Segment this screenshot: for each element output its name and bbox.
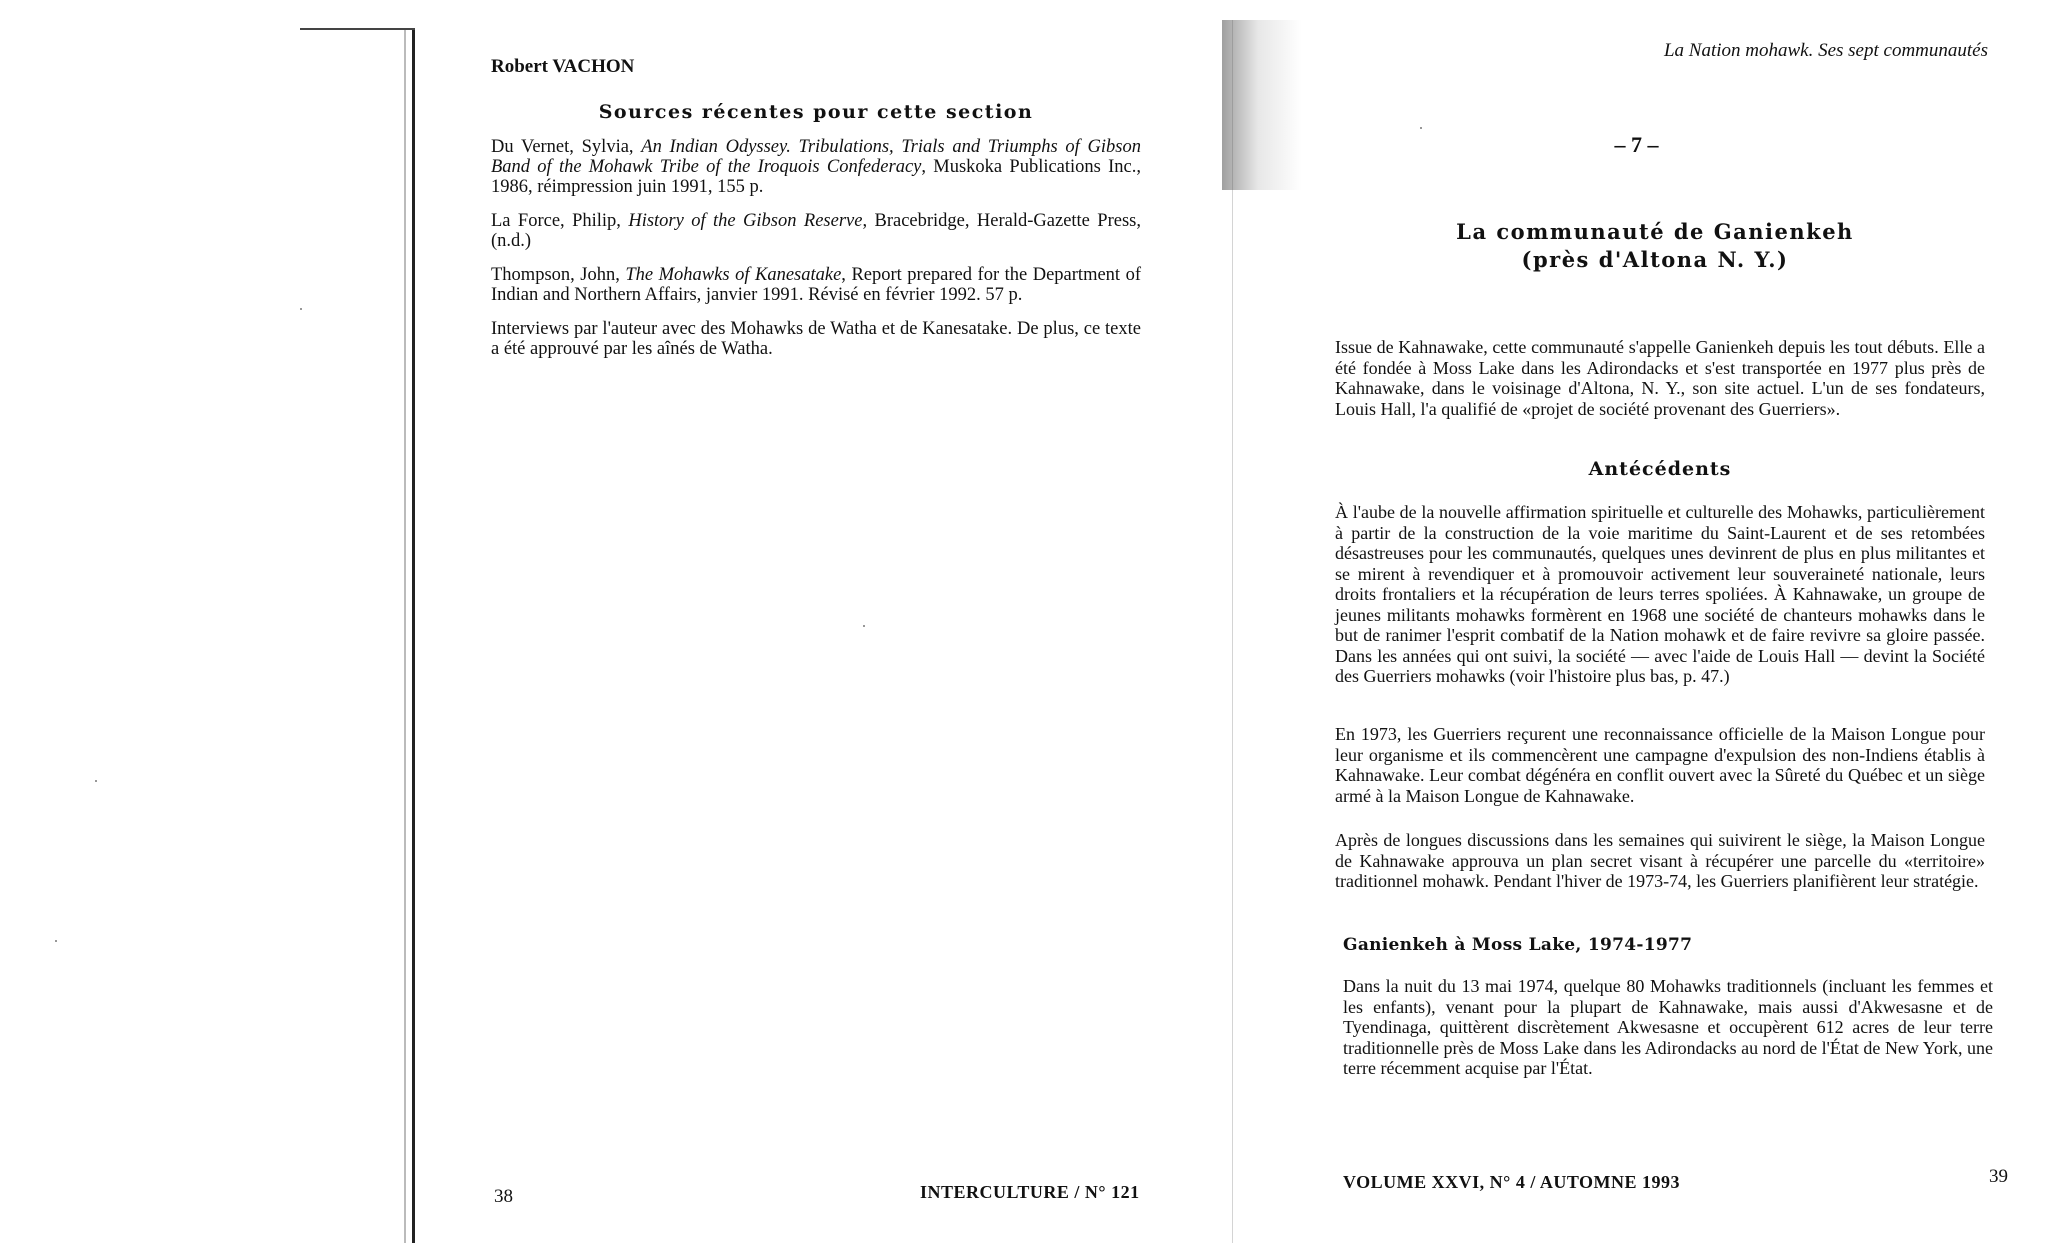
chapter-number: – 7 – xyxy=(1614,132,1659,157)
sources-list xyxy=(491,137,1141,373)
source-details: , Report prepared for the Department of Indian and Northern Affairs, janvier 1991. Révisé en février 1992. 57 p. xyxy=(491,265,1141,305)
paragraph-antecedents: À l'aube de la nouvelle affirmation spirituelle et culturelle des Mohawks, particulièrement à partir de la construction de la voie maritime du Saint-Laurent et de ses retombées désastreuses pour les communautés, quelques unes devinrent de plus en plus militantes et se mirent à revendiquer et à promouvoir activement leur souveraineté nationale, leurs droits frontaliers et la récupération de leurs terres spoliées. À Kahnawake, un groupe de jeunes militants mohawks formèrent en 1968 une société de chanteurs mohawks dans le but de ranimer l'esprit combatif de la Nation mohawk et de faire revivre sa gloire passée. Dans les années qui ont suivi, la société — avec l'aide de Louis Hall — devint la Société des Guerriers mohawks (voir l'histoire plus bas, p. 47.) xyxy=(1335,502,1985,686)
source-entry xyxy=(491,137,1141,197)
source-text: Interviews par l'auteur avec des Mohawks de Watha et de Kanesatake. De plus, ce texte a été approuvé par les aînés de Watha. xyxy=(491,319,1141,359)
page-number-left: 38 xyxy=(494,1186,513,1207)
paragraph-moss-lake: Dans la nuit du 13 mai 1974, quelque 80 Mohawks traditionnels (incluant les femmes et les enfants), venant pour la plupart de Kahnawake, mais aussi d'Akwesasne et de Tyendinaga, quittèrent discrètement Akwesasne et occupèrent 612 acres de leur terre traditionnelle près de Moss Lake dans les Adirondacks au nord de l'État de New York, une terre récemment acquise par l'État. xyxy=(1343,976,1993,1078)
source-details: , Muskoka Publications Inc., 1986, réimpression juin 1991, 155 p. xyxy=(491,157,1142,197)
paragraph-intro: Issue de Kahnawake, cette communauté s'appelle Ganienkeh depuis les tout débuts. Elle a été fondée à Moss Lake dans les Adirondacks et s'est transportée en 1977 plus près de Kahnawake, dans le voisinage d'Altona, N. Y., son site actuel. L'un de ses fondateurs, Louis Hall, l'a qualifié de «projet de société provenant des Guerriers». xyxy=(1335,337,1985,419)
footer-volume: VOLUME XXVI, N° 4 / AUTOMNE 1993 xyxy=(1343,1172,1681,1192)
section-heading: Sources récentes pour cette section xyxy=(598,101,1034,123)
source-title: The Mohawks of Kanesatake xyxy=(625,265,842,285)
source-details: , Bracebridge, Herald-Gazette Press, (n.d.) xyxy=(491,211,1141,251)
source-entry xyxy=(491,211,1141,251)
chapter-title xyxy=(1380,218,1930,274)
heading-moss-lake: Ganienkeh à Moss Lake, 1974-1977 xyxy=(1343,935,1693,955)
source-author: Du Vernet, Sylvia, xyxy=(491,137,642,157)
chapter-subtitle-line: (près d'Altona N. Y.) xyxy=(1521,247,1789,272)
chapter-title-line: La communauté de Ganienkeh xyxy=(1456,219,1854,244)
footer-journal: INTERCULTURE / N° 121 xyxy=(920,1182,1140,1202)
page-number-right: 39 xyxy=(1989,1166,2008,1187)
heading-antecedents: Antécédents xyxy=(1588,458,1732,480)
source-entry xyxy=(491,319,1141,359)
source-title: History of the Gibson Reserve xyxy=(628,211,863,231)
running-head-title: La Nation mohawk. Ses sept communautés xyxy=(1663,40,1988,61)
paragraph-1973: En 1973, les Guerriers reçurent une reconnaissance officielle de la Maison Longue pour leur organisme et ils commencèrent une campagne d'expulsion des non-Indiens établis à Kahnawake. Leur combat dégénéra en conflit ouvert avec la Sûreté du Québec et un siège armé à la Maison Longue de Kahnawake. xyxy=(1335,724,1985,806)
source-entry xyxy=(491,265,1141,305)
source-author: Thompson, John, xyxy=(491,265,626,285)
paragraph-longhouse-plan: Après de longues discussions dans les semaines qui suivirent le siège, la Maison Longue de Kahnawake approuva un plan secret visant à récupérer une parcelle du «territoire» traditionnel mohawk. Pendant l'hiver de 1973-74, les Guerriers planifièrent leur stratégie. xyxy=(1335,830,1985,891)
source-title: An Indian Odyssey. Tribulations, Trials and Triumphs of Gibson Band of the Mohawk Tribe of the Iroquois Confederacy xyxy=(491,137,1142,177)
source-author: La Force, Philip, xyxy=(491,211,629,231)
running-head-author: Robert VACHON xyxy=(491,56,635,77)
